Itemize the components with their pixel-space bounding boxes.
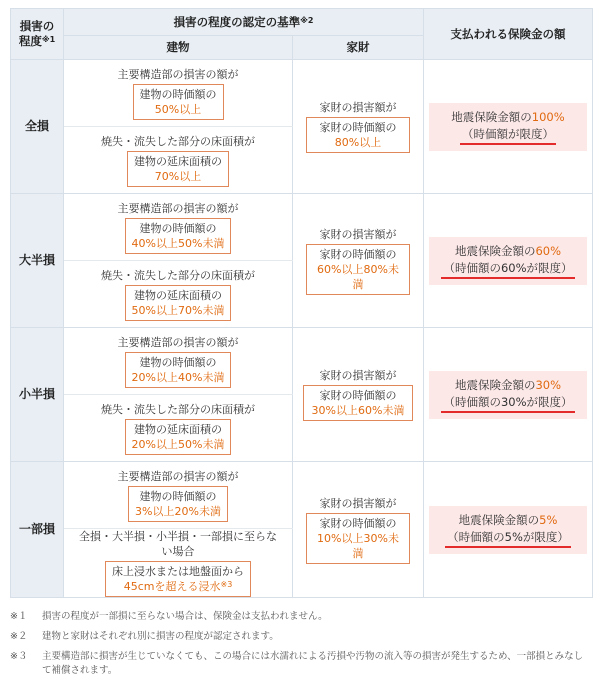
footnote-mark: ※２: [10, 631, 28, 642]
footnote-text: 主要構造部に損害が生じていなくても、この場合には水濡れによる汚損や汚物の流入等の損害が発生するため、一部損とみなして補償されます。: [42, 651, 584, 676]
table-row: [11, 328, 593, 395]
building-floor-box-label: 建物の延床面積の: [134, 154, 222, 168]
household-threshold: 80%以上: [334, 136, 382, 149]
damage-grade-cell: 大半損: [11, 194, 64, 328]
building-floor-threshold-text: 70%以上: [154, 169, 202, 183]
building-floor-box-label: 建物の延床面積の: [134, 288, 222, 302]
building-structure-box: [125, 218, 232, 254]
building-floor-criterion: [64, 127, 293, 194]
payment-percent: 5%: [539, 512, 558, 527]
household-caption: 家財の損害額が: [319, 369, 397, 382]
building-floor-threshold-text: 50%以上70%未満: [131, 303, 225, 317]
payment-percent: 30%: [535, 377, 562, 392]
header-damage-grade: [11, 9, 64, 60]
header-payment: 支払われる保険金の額: [424, 9, 593, 60]
building-structure-threshold: 20%以上40%未満: [131, 370, 225, 384]
building-structure-box-label: 建物の時価額の: [139, 355, 217, 369]
household-criterion: [293, 328, 424, 462]
building-structure-threshold: 50%以上: [154, 102, 202, 116]
building-structure-box: [125, 352, 232, 388]
building-structure-box-label: 建物の時価額の: [139, 87, 217, 101]
payment-cell: [424, 194, 593, 328]
household-threshold: 10%以上30%未満: [317, 531, 399, 560]
building-floor-criterion: [64, 395, 293, 462]
building-structure-caption: 主要構造部の損害の額が: [117, 67, 239, 81]
building-structure-box: [133, 84, 224, 120]
table-row: [11, 194, 593, 261]
payment-amount-line: [437, 243, 579, 260]
household-criterion: [293, 60, 424, 194]
table-row: [11, 462, 593, 529]
payment-limit: （時価額の60%が限度）: [441, 260, 574, 279]
payment-limit: （時価額が限度）: [460, 126, 556, 145]
payment-box: [429, 506, 587, 554]
footnote-mark: ※１: [10, 611, 28, 622]
footnote: [10, 650, 592, 678]
household-box: [306, 244, 410, 295]
household-box-label: 家財の時価額の: [319, 121, 397, 134]
damage-grade-cell: 一部損: [11, 462, 64, 598]
footnote-text: 建物と家財はそれぞれ別に損害の程度が認定されます。: [42, 631, 279, 642]
payment-percent: 100%: [531, 109, 565, 124]
household-box: [306, 117, 410, 153]
building-floor-box-label: 建物の延床面積の: [134, 422, 222, 436]
building-floor-criterion: [64, 261, 293, 328]
building-floor-caption: 全損・大半損・小半損・一部損に至らない場合: [79, 530, 277, 558]
household-box: [303, 385, 413, 421]
building-structure-caption: 主要構造部の損害の額が: [117, 201, 239, 215]
footnote-text: 損害の程度が一部損に至らない場合は、保険金は支払われません。: [42, 611, 328, 622]
damage-grade-cell: 小半損: [11, 328, 64, 462]
building-floor-threshold: [132, 303, 225, 318]
household-caption: 家財の損害額が: [319, 101, 397, 114]
building-floor-threshold: [112, 579, 244, 594]
insurance-table-wrapper: [10, 8, 592, 684]
building-floor-box: [125, 419, 232, 455]
payment-prefix: 地震保険金額の: [458, 512, 540, 527]
household-box-label: 家財の時価額の: [319, 516, 397, 530]
payment-percent: 60%: [535, 243, 562, 258]
footnote: [10, 630, 592, 644]
payment-cell: [424, 462, 593, 598]
building-structure-criterion: [64, 194, 293, 261]
payment-prefix: 地震保険金額の: [451, 109, 532, 124]
header-grade-line1: 損害の: [19, 19, 55, 33]
household-box-label: 家財の時価額の: [319, 389, 397, 402]
header-row-1: [11, 9, 593, 36]
header-grade-line2: 程度: [18, 34, 42, 48]
payment-amount-line: [437, 109, 579, 126]
building-structure-box-label: 建物の時価額の: [139, 221, 217, 235]
building-structure-box-label: 建物の時価額の: [139, 489, 217, 503]
building-floor-caption: 焼失・流失した部分の床面積が: [101, 134, 255, 148]
building-structure-criterion: [64, 328, 293, 395]
header-criteria: [64, 9, 424, 36]
table-row: [11, 60, 593, 127]
household-caption: 家財の損害額が: [319, 496, 397, 510]
household-box-label: 家財の時価額の: [319, 247, 397, 261]
building-structure-box: [128, 486, 228, 522]
header-building: 建物: [64, 36, 293, 60]
building-floor-threshold: [134, 169, 222, 184]
payment-prefix: 地震保険金額の: [454, 243, 536, 258]
household-box: [306, 513, 410, 564]
building-floor-threshold-text: 45cmを超える浸水: [123, 580, 221, 593]
building-floor-caption: 焼失・流失した部分の床面積が: [101, 402, 255, 416]
building-floor-box: [127, 151, 229, 187]
payment-limit: （時価額の5%が限度）: [445, 529, 571, 548]
note-mark-3: ※3: [220, 580, 233, 589]
payment-box: [429, 103, 587, 151]
payment-box: [429, 237, 587, 285]
household-threshold: 60%以上80%未満: [317, 262, 399, 291]
building-structure-caption: 主要構造部の損害の額が: [117, 335, 239, 349]
payment-amount-line: [437, 512, 579, 529]
household-criterion: [293, 194, 424, 328]
payment-prefix: 地震保険金額の: [454, 377, 536, 392]
household-threshold: 30%以上60%未満: [311, 404, 405, 417]
footnote-mark: ※３: [10, 651, 28, 662]
building-structure-caption: 主要構造部の損害の額が: [117, 469, 239, 483]
payment-limit: （時価額の30%が限度）: [441, 394, 574, 413]
building-floor-box: [105, 561, 251, 597]
payment-box: [429, 371, 587, 419]
building-structure-threshold: 40%以上50%未満: [131, 236, 225, 250]
header-household: 家財: [293, 36, 424, 60]
building-floor-box: [125, 285, 232, 321]
header-criteria-mark: ※2: [300, 15, 314, 25]
footnote: [10, 610, 592, 624]
building-floor-threshold: [132, 437, 225, 452]
damage-grade-cell: 全損: [11, 60, 64, 194]
payment-cell: [424, 328, 593, 462]
building-structure-criterion: [64, 60, 293, 127]
building-floor-caption: 焼失・流失した部分の床面積が: [101, 268, 255, 282]
building-floor-criterion: [64, 529, 293, 598]
building-structure-criterion: [64, 462, 293, 529]
building-floor-threshold-text: 20%以上50%未満: [131, 437, 225, 451]
header-grade-mark: ※1: [41, 35, 56, 44]
payment-amount-line: [437, 377, 579, 394]
payment-cell: [424, 60, 593, 194]
household-criterion: [293, 462, 424, 598]
household-caption: 家財の損害額が: [319, 227, 397, 241]
footnotes: [10, 610, 592, 678]
building-structure-threshold: 3%以上20%未満: [135, 504, 221, 518]
header-criteria-text: 損害の程度の認定の基準: [173, 14, 301, 29]
building-floor-box-label: 床上浸水または地盤面から: [112, 565, 244, 578]
damage-criteria-table: [10, 8, 593, 598]
